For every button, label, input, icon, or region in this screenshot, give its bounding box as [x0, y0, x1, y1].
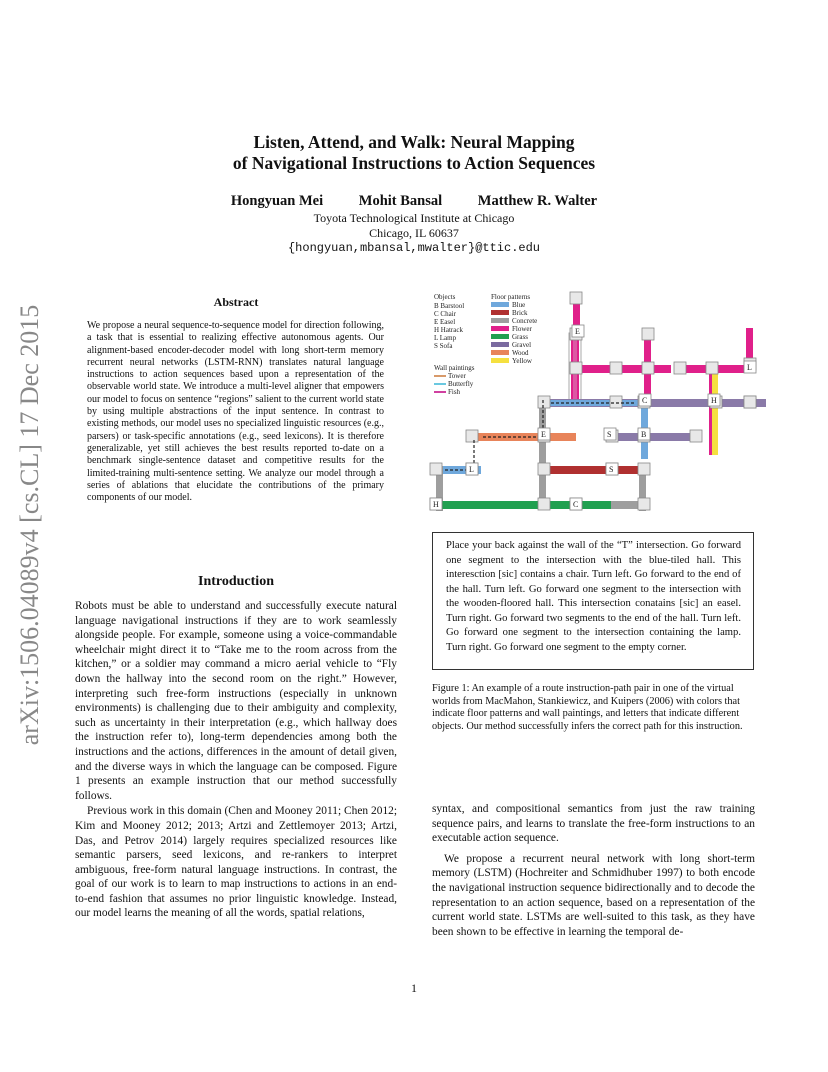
- paper-title: [0, 132, 828, 174]
- intersection-node: [638, 463, 650, 475]
- intersection-node: [610, 362, 622, 374]
- legend-wall-item: Fish: [448, 388, 461, 396]
- intersection-node: [430, 463, 442, 475]
- abstract-text: We propose a neural sequence-to-sequence model for direction following, a task that is essential to realizing effective autonomous agents. Our alignment-based encoder-decoder model with long short-term memory recurrent neural networks (LSTM-RNN) translates natural language instructions to action sequences based upon a representation of the observable world state. We introduce a multi-level aligner that empowers our model to focus on sentence “regions” salient to the current world state by using multiple abstractions of the input sentence. In contrast to existing methods, our model uses no specialized linguistic resources (e.g., parsers) or task-specific annotations (e.g., seed lexicons). It is therefore generalizable, yet still achieves the best results reported to-date on a benchmark single-sentence dataset and competitive results for the limited-training multi-sentence setting. We analyze our model through a series of ablations that elucidate the contributions of the primary components of our model.: [87, 320, 384, 504]
- hall-flower-row: [576, 365, 671, 373]
- intersection-node: [674, 362, 686, 374]
- affiliation: Toyota Technological Institute at Chicago: [313, 211, 515, 225]
- route-map-figure: [426, 288, 771, 518]
- intersection-node: [744, 396, 756, 408]
- intersection-node: [466, 430, 478, 442]
- hall-yellow: [711, 365, 718, 455]
- intersection-node: [706, 362, 718, 374]
- legend-floor-swatch: [491, 334, 509, 339]
- map-object-letter: C: [573, 500, 579, 509]
- introduction-right: [432, 802, 755, 945]
- intersection-node: [570, 362, 582, 374]
- intersection-node: [610, 396, 622, 408]
- author-1: Hongyuan Mei: [230, 193, 324, 209]
- hall-brick-row: [546, 466, 646, 474]
- map-object-letter: S: [609, 465, 614, 474]
- intro-paragraph-4: We propose a recurrent neural network with long short-term memory (LSTM) (Hochreiter and Schmidhuber 1997) to both encode the navigational instruction sequence bidirectionally and to decode the representation to an action sequence, based on a representation of the current world state. LSTMs are well-suited to this task, as they have been shown to be effective in learning the temporal de-: [432, 852, 755, 938]
- map-object-letter: L: [469, 465, 474, 474]
- map-object-letter: L: [747, 363, 752, 372]
- legend-floor-item: Grass: [512, 333, 528, 341]
- legend-floor-swatch: [491, 326, 509, 331]
- map-object-letter: B: [641, 430, 647, 439]
- legend-walls-heading: Wall paintings: [434, 364, 475, 372]
- figure-caption: Figure 1: An example of a route instruction-path pair in one of the virtual worlds from MacMahon, Stankiewicz, and Kuipers (2006) with colors that indicate floor patterns and wall paintings, and letters that indicate different objects. Our method successfully infers the correct path for this instruction.: [432, 683, 743, 733]
- map-object-letter: H: [711, 396, 717, 405]
- intersection-node: [538, 463, 550, 475]
- address: Chicago, IL 60637: [369, 226, 459, 240]
- legend-object-item: S Sofa: [434, 342, 453, 350]
- map-object-letter: H: [433, 500, 439, 509]
- legend-object-item: H Hatrack: [434, 326, 463, 334]
- map-object-letter: S: [607, 430, 612, 439]
- map-object-letter: E: [575, 327, 580, 336]
- intersection-node: [642, 328, 654, 340]
- legend-object-item: L Lamp: [434, 334, 457, 342]
- intersection-node: [690, 430, 702, 442]
- legend-object-item: E Easel: [434, 318, 456, 326]
- arxiv-stamp: [10, 290, 50, 760]
- instruction-box: Place your back against the wall of the “T” intersection. Go forward one segment to the intersection with the blue-tiled hall. This interesction [sic] contains a chair. Turn left. Go forward to the end of the hall. Turn left. Go forward one segment to the intersection with the wooden-floored hall. This intersection conatains [sic] an easel. Turn right. Go forward two segments to the end of the hall. Turn left. Go forward one segment to the intersection containing the lamp. Turn right. Go forward one segment to the empty corner.: [432, 532, 754, 670]
- legend-floor-swatch: [491, 302, 509, 307]
- legend-object-item: C Chair: [434, 310, 456, 318]
- legend-floor-swatch: [491, 342, 509, 347]
- hall-grass-row: [436, 501, 611, 509]
- author-2: Mohit Bansal: [358, 193, 443, 209]
- title-line-2: of Navigational Instructions to Action Sequences: [232, 153, 596, 173]
- title-line-1: Listen, Attend, and Walk: Neural Mapping: [253, 132, 575, 152]
- legend-floor-item: Concrete: [512, 317, 538, 325]
- intersection-node: [570, 292, 582, 304]
- legend-floor-item: Wood: [512, 349, 529, 357]
- affiliation-block: [0, 211, 828, 256]
- legend-wall-item: Butterfly: [448, 380, 474, 388]
- legend-floors-heading: Floor patterns: [491, 293, 531, 301]
- introduction-heading: Introduction: [198, 574, 274, 589]
- legend-objects-heading: Objects: [434, 293, 456, 301]
- intersection-node: [638, 498, 650, 510]
- legend-floor-item: Blue: [512, 301, 526, 309]
- legend-object-item: B Barstool: [434, 302, 465, 310]
- abstract-heading: Abstract: [213, 295, 259, 309]
- map-object-letter: C: [642, 396, 648, 405]
- hall-gravel-row2: [611, 433, 696, 441]
- arxiv-stamp-text: arXiv:1506.04089v4 [cs.CL] 17 Dec 2015: [15, 304, 44, 746]
- introduction-left: [75, 599, 397, 922]
- legend-floor-swatch: [491, 358, 509, 363]
- map-object-letter: E: [541, 430, 546, 439]
- intersection-node: [538, 498, 550, 510]
- legend-floor-item: Flower: [512, 325, 532, 333]
- legend-floor-item: Brick: [512, 309, 528, 317]
- legend-floor-item: Gravel: [512, 341, 532, 349]
- legend-floor-item: Yellow: [512, 357, 532, 365]
- author-3: Matthew R. Walter: [477, 193, 598, 209]
- intersection-node: [538, 396, 550, 408]
- page-number: 1: [411, 981, 417, 995]
- email: {hongyuan,mbansal,mwalter}@ttic.edu: [287, 241, 541, 255]
- intro-paragraph-3: syntax, and compositional semantics from just the raw training sequence pairs, and learns to translate the free-form instructions to an executable action sequence.: [432, 803, 755, 845]
- legend-floor-swatch: [491, 310, 509, 315]
- hall-flower-row2: [684, 365, 754, 373]
- intersection-node: [642, 362, 654, 374]
- legend-floor-swatch: [491, 350, 509, 355]
- legend-wall-item: Tower: [448, 372, 466, 380]
- author-list: [0, 193, 828, 210]
- intro-paragraph-1: Robots must be able to understand and successfully execute natural language navigational instructions if they are to work seamlessly alongside people. For example, someone using a voice-commandable wheelchair might direct it to “Take me to the room across from the kitchen,” or a soldier may command a micro aerial vehicle to “Fly down the hallway into the second room on the right.” However, interpreting such free-form instructions (especially in unknown environments) is challenging due to their ambiguity and complexity, such as uncertainty in their interpretation (e.g., which hallway does the instruction refer to), long-term dependencies among both the instructions and the actions, differences in the amount of detail given, and the diverse ways in which the language can be composed. Figure 1 presents an example instruction that our method successfully follows.: [75, 600, 397, 802]
- legend-floor-swatch: [491, 318, 509, 323]
- intro-paragraph-2: Previous work in this domain (Chen and Mooney 2011; Chen 2012; Kim and Mooney 2012; 2013; Artzi and Zettlemoyer 2013; Artzi, Das, and Petrov 2014) largely requires specialized resources like semantic parsers, seed lexicons, and re-rankers to interpret ambiguous, free-form natural language instructions. In contrast, the goal of our work is to learn to map instructions to actions in an end-to-end fashion that assumes no prior linguistic knowledge. Instead, our model learns the meaning of all the words, spatial relations,: [75, 805, 397, 920]
